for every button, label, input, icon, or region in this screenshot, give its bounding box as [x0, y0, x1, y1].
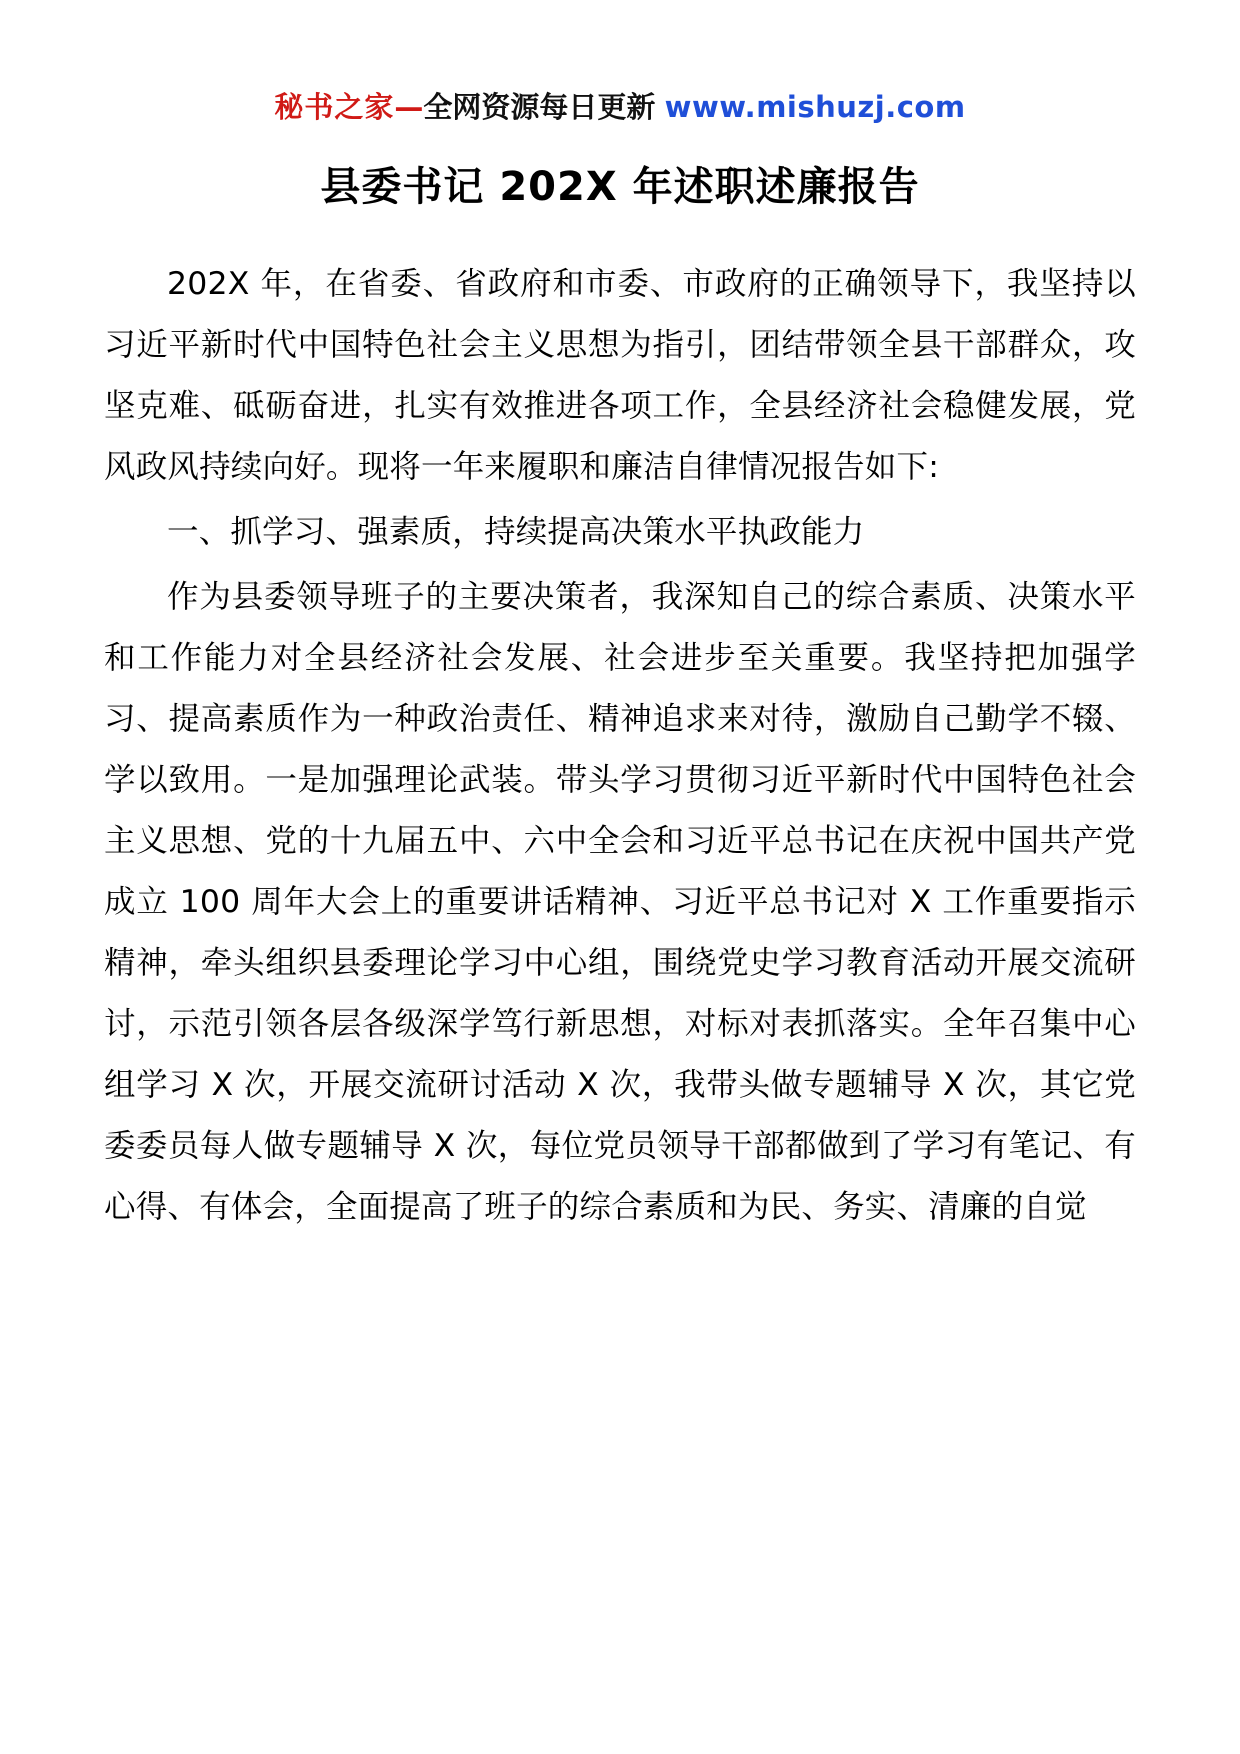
paragraph-section-one-body: 作为县委领导班子的主要决策者，我深知自己的综合素质、决策水平和工作能力对全县经济社会发展、社会进步至关重要。我坚持把加强学习、提高素质作为一种政治责任、精神追求来对待，激励自己勤学不辍、学以致用。一是加强理论武装。带头学习贯彻习近平新时代中国特色社会主义思想、党的十九届五中、六中全会和习近平总书记在庆祝中国共产党成立 100 周年大会上的重要讲话精神、习近平总书记对 X 工作重要指示精神，牵头组织县委理论学习中心组，围绕党史学习教育活动开展交流研讨，示范引领各层各级深学笃行新思想，对标对表抓落实。全年召集中心组学习 X 次，开展交流研讨活动 X 次，我带头做专题辅导 X 次，其它党委委员每人做专题辅导 X 次，每位党员领导干部都做到了学习有笔记、有心得、有体会，全面提高了班子的综合素质和为民、务实、清廉的自觉 — [104, 578, 1136, 1225]
site-brand: 秘书之家 — [274, 90, 395, 124]
watermark-tagline: 全网资源每日更新 — [423, 90, 656, 124]
document-body — [104, 254, 1136, 1238]
watermark-banner — [104, 90, 1136, 125]
watermark-dash: — — [394, 90, 424, 124]
site-url[interactable]: www.mishuzj.com — [664, 90, 966, 124]
paragraph-intro: 202X 年，在省委、省政府和市委、市政府的正确领导下，我坚持以习近平新时代中国特色社会主义思想为指引，团结带领全县干部群众，攻坚克难、砥砺奋进，扎实有效推进各项工作，全县经济社会稳健发展，党风政风持续向好。现将一年来履职和廉洁自律情况报告如下: — [104, 265, 1136, 485]
section-heading-one: 一、抓学习、强素质，持续提高决策水平执政能力 — [167, 513, 865, 550]
page-title: 县委书记 202X 年述职述廉报告 — [320, 163, 920, 210]
